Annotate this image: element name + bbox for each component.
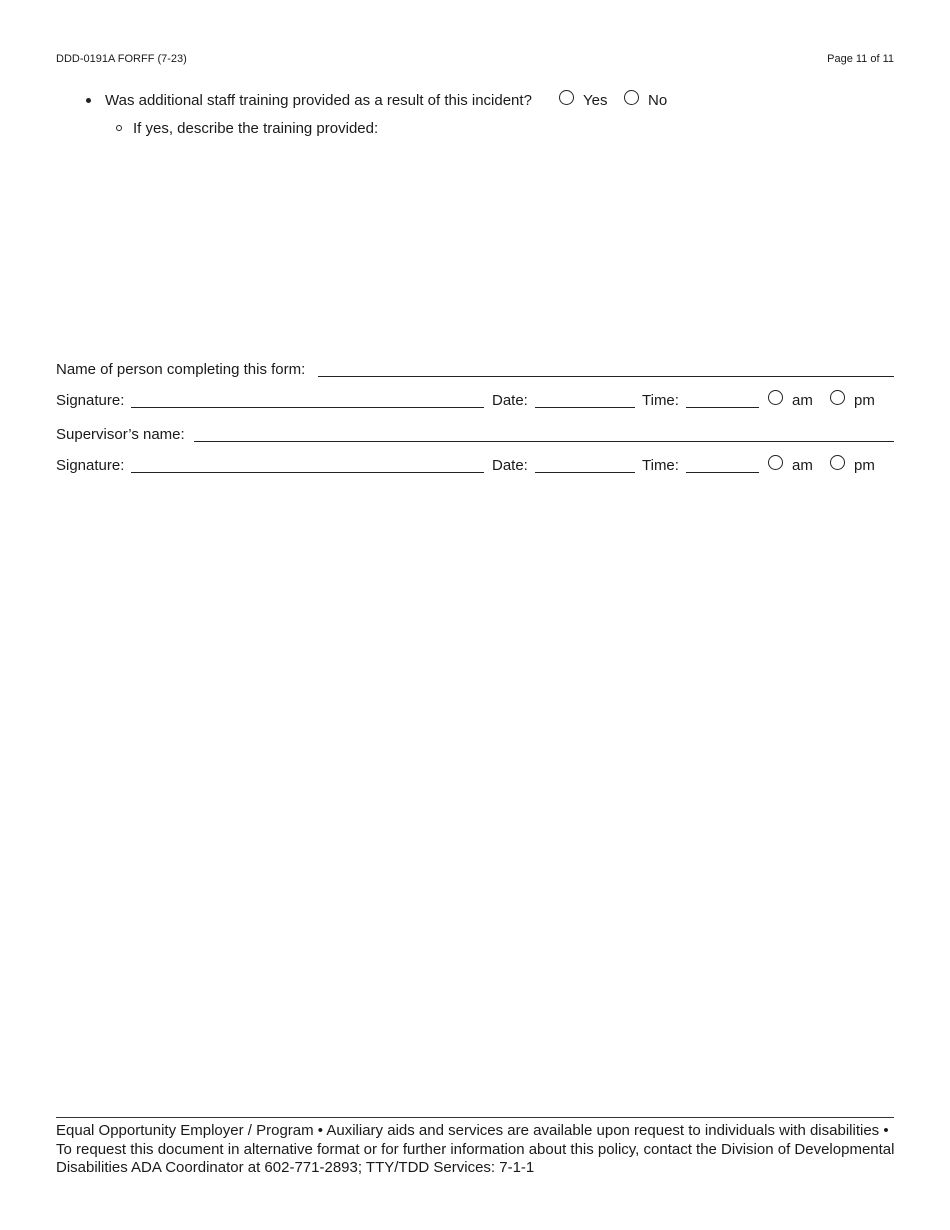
supervisor-date-label: Date: [492, 457, 528, 474]
supervisor-date-field[interactable] [535, 472, 635, 473]
bullet-icon [86, 98, 91, 103]
completer-am-radio[interactable] [768, 390, 783, 405]
completer-time-field[interactable] [686, 407, 759, 408]
supervisor-name-label: Supervisor’s name: [56, 426, 185, 443]
completer-name-field[interactable] [318, 376, 894, 377]
training-yes-radio[interactable] [559, 90, 574, 105]
supervisor-pm-radio[interactable] [830, 455, 845, 470]
completer-pm-radio[interactable] [830, 390, 845, 405]
training-question: Was additional staff training provided as a result of this incident? [105, 92, 532, 109]
sub-bullet-icon [116, 125, 122, 131]
training-no-label: No [648, 92, 668, 109]
supervisor-signature-label: Signature: [56, 457, 125, 474]
completer-time-label: Time: [642, 392, 679, 409]
completer-pm-label: pm [854, 392, 875, 409]
supervisor-pm-label: pm [854, 457, 875, 474]
completer-signature-label: Signature: [56, 392, 125, 409]
training-description-field[interactable] [133, 142, 893, 347]
completer-name-label: Name of person completing this form: [56, 361, 306, 378]
footer-notice: Equal Opportunity Employer / Program • Auxiliary aids and services are available upon request to individuals with disabilities • To request this document in alternative format or for further information about this policy, contact the Division of Developmental Disabilities ADA Coordinator at 602-771-2893; TTY/TDD Services: 7-1-1 [56, 1122, 895, 1176]
form-id: DDD-0191A FORFF (7-23) [56, 53, 187, 65]
supervisor-name-field[interactable] [194, 441, 894, 442]
completer-date-field[interactable] [535, 407, 635, 408]
footer-divider [56, 1117, 894, 1118]
training-followup-label: If yes, describe the training provided: [133, 120, 379, 137]
training-no-radio[interactable] [624, 90, 639, 105]
completer-signature-field[interactable] [131, 407, 484, 408]
supervisor-am-label: am [792, 457, 813, 474]
page-number: Page 11 of 11 [827, 53, 894, 65]
supervisor-signature-field[interactable] [131, 472, 484, 473]
supervisor-time-field[interactable] [686, 472, 759, 473]
supervisor-am-radio[interactable] [768, 455, 783, 470]
completer-am-label: am [792, 392, 813, 409]
completer-date-label: Date: [492, 392, 528, 409]
training-yes-label: Yes [583, 92, 608, 109]
supervisor-time-label: Time: [642, 457, 679, 474]
